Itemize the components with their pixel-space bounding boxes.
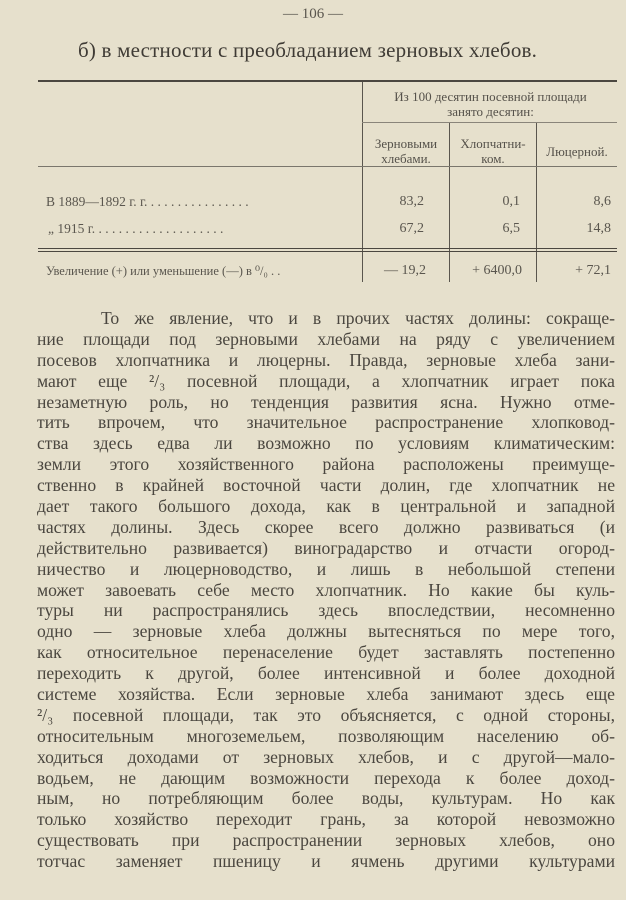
subheader-rule (362, 122, 617, 123)
column-header-line: Люцерной. (546, 144, 608, 159)
text-line: тотчас заменяет пшеницу и ячмень другими культурами (37, 851, 615, 872)
group-header-line: занято десятин: (447, 104, 534, 119)
header-bottom-rule (38, 166, 617, 167)
text-line: системе хозяйства. Если зерновые хлеба занимают здесь еще (37, 684, 615, 705)
column-header-line: Зерновыми (374, 136, 438, 151)
text-line: туры ни распространялись здесь впоследствии, несомненно (37, 600, 615, 621)
text-line: земли этого хозяйственного района расположены преимуще- (37, 454, 615, 475)
text-line: мают еще ²/₃ посевной площади, а хлопчатник играет пока (37, 370, 615, 391)
text-line: водьем, не дающим возможности перехода к более доход- (37, 767, 615, 788)
text-line: незаметную роль, но тенденция развития ясна. Нужно отме- (37, 391, 615, 412)
text-line: ства здесь едва ли возможно по условиям климатическим: (37, 433, 615, 454)
cell-value: 6,5 (502, 221, 520, 236)
text-line: ²/₃ посевной площади, так это объясняется, с одной стороны, (37, 704, 615, 725)
text-line: только хозяйство переходит грань, за которой невозможно (37, 809, 615, 830)
table-top-rule (38, 80, 617, 82)
summary-label: Увеличение (+) или уменьшение (—) в ⁰/₀ . . (46, 264, 281, 278)
text-line: ходиться доходами от зерновых хлебов, и с другой—мало- (37, 746, 615, 767)
summary-value: + 72,1 (575, 263, 611, 278)
text-line: относительным многоземельем, позволяющим населению об- (37, 725, 615, 746)
text-line: ничество и люцерноводство, и лишь в небольшой степени (37, 558, 615, 579)
text-line: ственно в крайней восточной части долин, где хлопчатник не (37, 475, 615, 496)
text-line: частях долины. Здесь скорее всего должно развиваться (и (37, 516, 615, 537)
cell-value: 0,1 (502, 194, 520, 209)
text-line: одно — зерновые хлеба должны вытесняться по мере того, (37, 621, 615, 642)
summary-double-rule (38, 251, 617, 252)
text-line: может завоевать себе место хлопчатник. Но какие бы куль- (37, 579, 615, 600)
column-header-alfalfa (537, 144, 617, 159)
text-line: То же явление, что и в прочих частях долины: сокраще- (101, 308, 615, 328)
summary-value: — 19,2 (384, 263, 426, 278)
text-line: существовать при распространении зерновых хлебов, оно (37, 830, 615, 851)
column-header-grain (363, 136, 449, 166)
group-header (364, 89, 617, 119)
text-line: тить впрочем, что значительное распространение хлопковод- (37, 412, 615, 433)
text-line: посевов хлопчатника и люцерны. Правда, зерновые хлеба зани- (37, 349, 615, 370)
text-line: переходить к другой, более интенсивной и более доходной (37, 663, 615, 684)
column-header-cotton (450, 136, 536, 166)
page-number: — 106 — (283, 6, 343, 22)
text-line: действительно развивается) виноградарство и отчасти огород- (37, 537, 615, 558)
summary-double-rule (38, 248, 617, 249)
group-header-line: Из 100 десятин посевной площади (394, 89, 587, 104)
text-line: как относительное перенаселение будет заставлять постепенно (37, 642, 615, 663)
column-header-line: ком. (481, 151, 505, 166)
cell-value: 83,2 (399, 194, 424, 209)
text-line: ние площади под зерновыми хлебами на ряду с увеличением (37, 328, 615, 349)
summary-value: + 6400,0 (472, 263, 522, 278)
cell-value: 8,6 (593, 194, 611, 209)
cell-value: 67,2 (399, 221, 424, 236)
text-line: дает такого большого дохода, как в центральной и западной (37, 496, 615, 517)
section-subtitle: б) в местности с преобладанием зерновых хлебов. (78, 38, 538, 62)
column-header-line: Хлопчатни- (460, 136, 526, 151)
cell-value: 14,8 (586, 221, 611, 236)
column-header-line: хлебами. (381, 151, 431, 166)
text-line: ным, но потребляющим более воды, культурам. Но как (37, 788, 615, 809)
row-label: „ 1915 г. . . . . . . . . . . . . . . . . . . . (48, 221, 224, 236)
row-label: В 1889—1892 г. г. . . . . . . . . . . . . . . . (46, 194, 249, 209)
statistics-table (38, 80, 617, 282)
body-text (37, 308, 615, 872)
column-divider (362, 82, 363, 282)
